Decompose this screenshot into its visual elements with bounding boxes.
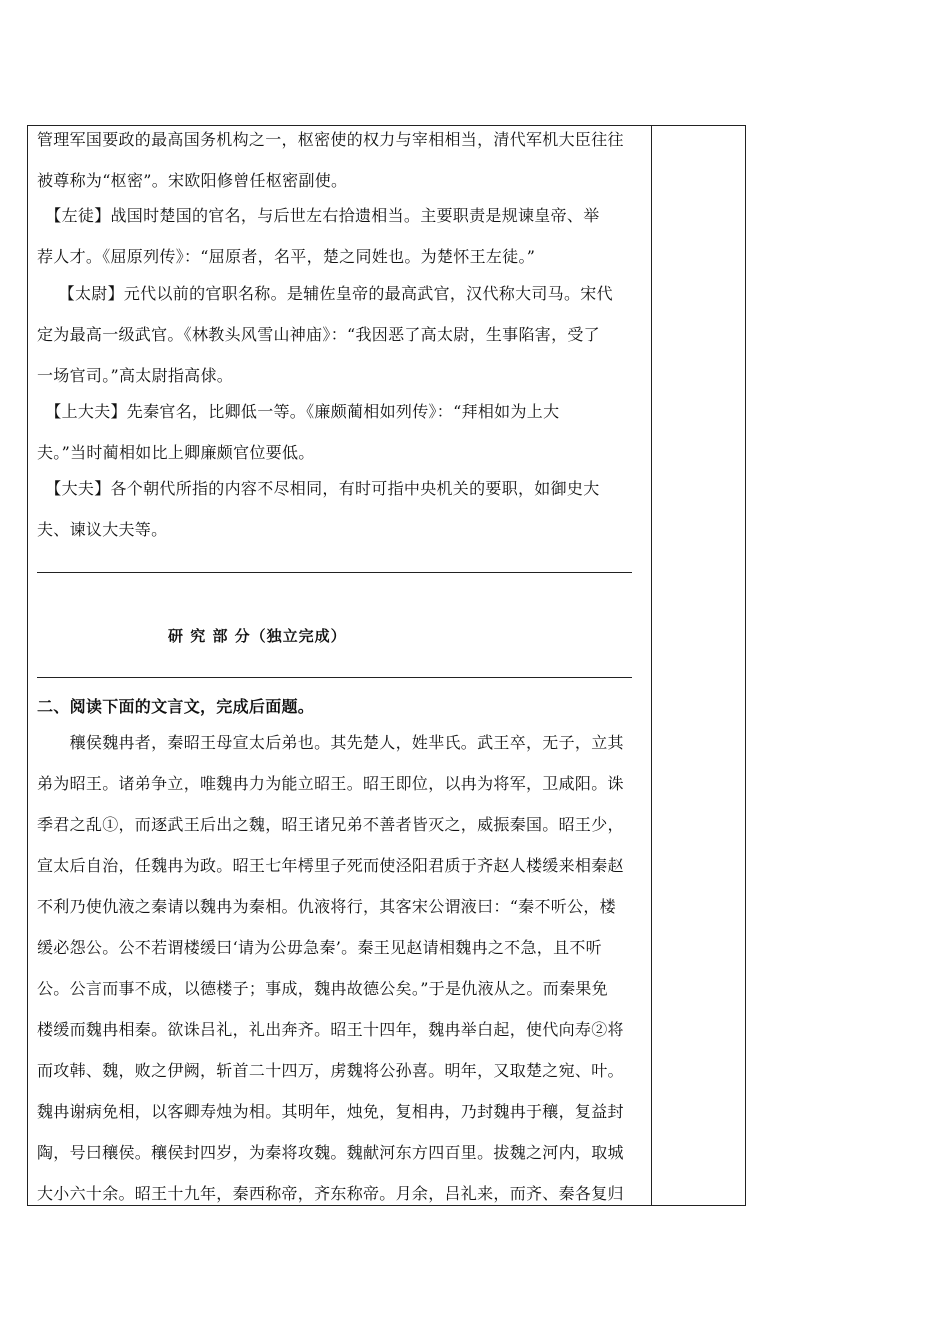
question-heading: 二、阅读下面的文言文，完成后面题。 bbox=[37, 697, 315, 716]
passage-line: 公。公言而事不成，以德楼子；事成，魏冉故德公矣。”于是仇液从之。而秦果免 bbox=[37, 979, 608, 998]
glossary-line: 一场官司。”高太尉指高俅。 bbox=[37, 366, 234, 385]
passage-line: 季君之乱①，而逐武王后出之魏，昭王诸兄弟不善者皆灭之，威振秦国。昭王少， bbox=[37, 815, 624, 834]
passage-line: 不利乃使仇液之秦请以魏冉为秦相。仇液将行，其客宋公谓液曰：“秦不听公，楼 bbox=[37, 897, 616, 916]
passage-line: 而攻韩、魏，败之伊阙，斩首二十四万，虏魏将公孙喜。明年，又取楚之宛、叶。 bbox=[37, 1061, 624, 1080]
passage-line: 大小六十余。昭王十九年，秦西称帝，齐东称帝。月余，吕礼来，而齐、秦各复归 bbox=[37, 1184, 624, 1203]
document-table bbox=[27, 125, 746, 1206]
glossary-line: 【左徒】战国时楚国的官名，与后世左右拾遗相当。主要职责是规谏皇帝、举 bbox=[37, 206, 600, 225]
glossary-line: 定为最高一级武官。《林教头风雪山神庙》：“我因恶了高太尉，生事陷害，受了 bbox=[37, 325, 600, 344]
column-divider bbox=[651, 126, 652, 1205]
divider-rule bbox=[37, 677, 632, 678]
passage-line: 宣太后自治，任魏冉为政。昭王七年樗里子死而使泾阳君质于齐赵人楼缓来相秦赵 bbox=[37, 856, 624, 875]
glossary-line: 【上大夫】先秦官名，比卿低一等。《廉颇蔺相如列传》：“拜相如为上大 bbox=[37, 402, 560, 421]
passage-line: 缓必怨公。公不若谓楼缓曰‘请为公毋急秦’。秦王见赵请相魏冉之不急，且不听 bbox=[37, 938, 602, 957]
glossary-line: 夫。”当时蔺相如比上卿廉颇官位要低。 bbox=[37, 443, 315, 462]
passage-line: 魏冉谢病免相，以客卿寿烛为相。其明年，烛免，复相冉，乃封魏冉于穰，复益封 bbox=[37, 1102, 624, 1121]
passage-line: 陶，号曰穰侯。穰侯封四岁，为秦将攻魏。魏献河东方四百里。拔魏之河内，取城 bbox=[37, 1143, 624, 1162]
glossary-line: 荐人才。《屈原列传》：“屈原者，名平，楚之同姓也。为楚怀王左徒。” bbox=[37, 247, 536, 266]
passage-line: 穰侯魏冉者，秦昭王母宣太后弟也。其先楚人，姓芈氏。武王卒，无子，立其 bbox=[37, 733, 624, 752]
glossary-line: 被尊称为“枢密”。宋欧阳修曾任枢密副使。 bbox=[37, 171, 348, 190]
passage-line: 弟为昭王。诸弟争立，唯魏冉力为能立昭王。昭王即位，以冉为将军，卫咸阳。诛 bbox=[37, 774, 624, 793]
section-title: 研 究 部 分（独立完成） bbox=[168, 627, 347, 645]
divider-rule bbox=[37, 572, 632, 573]
glossary-line: 夫、谏议大夫等。 bbox=[37, 520, 168, 539]
passage-line: 楼缓而魏冉相秦。欲诛吕礼，礼出奔齐。昭王十四年，魏冉举白起，使代向寿②将 bbox=[37, 1020, 624, 1039]
glossary-line: 【大夫】各个朝代所指的内容不尽相同，有时可指中央机关的要职，如御史大 bbox=[37, 479, 600, 498]
glossary-line: 【太尉】元代以前的官职名称。是辅佐皇帝的最高武官，汉代称大司马。宋代 bbox=[37, 284, 613, 303]
glossary-line: 管理军国要政的最高国务机构之一，枢密使的权力与宰相相当，清代军机大臣往往 bbox=[37, 130, 624, 149]
